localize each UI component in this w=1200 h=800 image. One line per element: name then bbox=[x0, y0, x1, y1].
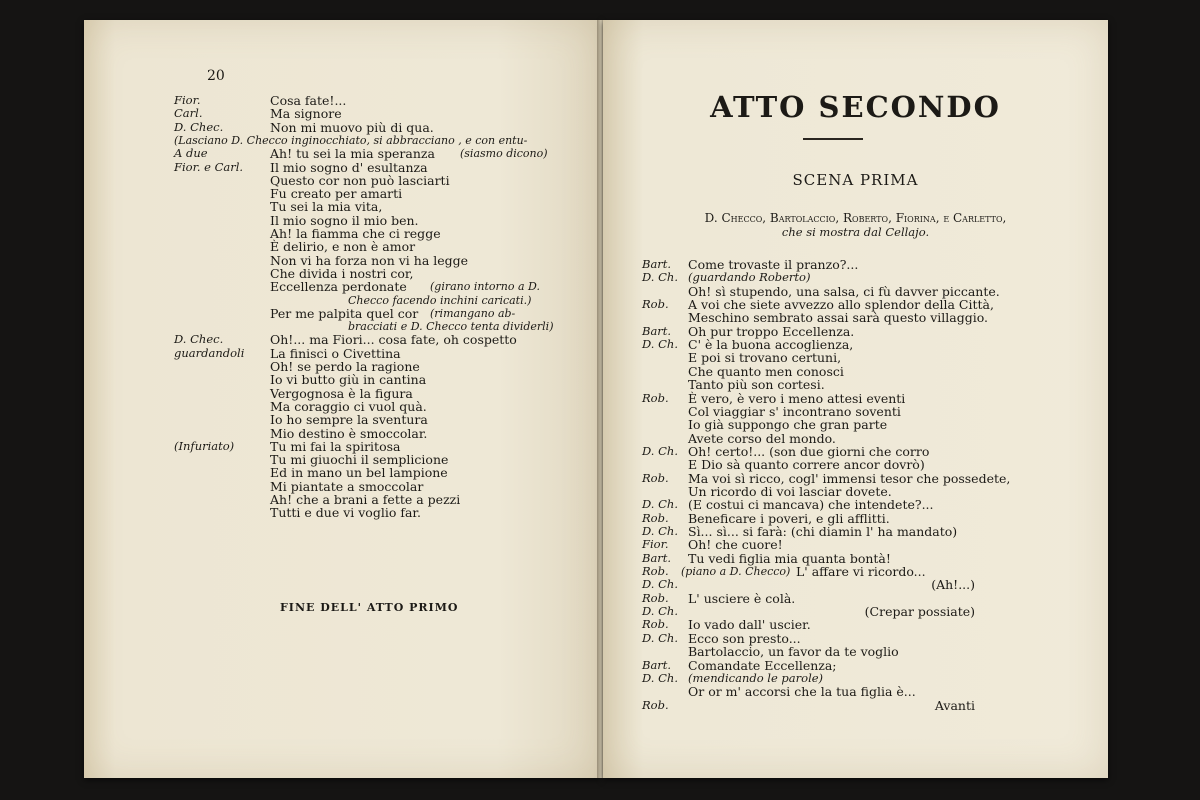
act-end-footer: FINE DELL' ATTO PRIMO bbox=[280, 601, 459, 614]
cast-list: D. Checco, Bartolaccio, Roberto, Fiorina, e Carletto, bbox=[704, 211, 1007, 225]
verse-line: Oh pur troppo Eccellenza. bbox=[688, 323, 855, 339]
verse-line: Ma voi sì ricco, cogl' immensi tesor che possedete, bbox=[688, 470, 1011, 486]
verse-line: Fu creato per amarti bbox=[270, 186, 403, 202]
speaker-label: Rob. bbox=[642, 590, 669, 605]
speaker-label: Bart. bbox=[642, 323, 672, 338]
verse-line: L' affare vi ricordo... bbox=[796, 564, 926, 580]
verse-line: (E costui ci mancava) che intendete?... bbox=[688, 497, 934, 513]
verse-line: Beneficare i poveri, e gli afflitti. bbox=[688, 510, 890, 526]
act-title: ATTO SECONDO bbox=[710, 90, 1001, 124]
stage-direction: (piano a D. Checco) bbox=[681, 565, 791, 579]
speaker-label: Fior. bbox=[642, 537, 669, 552]
verse-line: Avanti bbox=[934, 697, 975, 713]
verse-line: Il mio sogno d' esultanza bbox=[270, 159, 428, 175]
speaker-label: D. Ch. bbox=[642, 443, 678, 458]
verse-line: Vergognosa è la figura bbox=[270, 385, 413, 401]
verse-line: Ecco son presto... bbox=[688, 630, 801, 646]
verse-line: Io ho sempre la sventura bbox=[270, 412, 428, 428]
verse-line: Ah! che a brani a fette a pezzi bbox=[270, 492, 461, 507]
speaker-label: Rob. bbox=[642, 470, 669, 485]
stage-direction: (rimangano ab- bbox=[430, 306, 516, 320]
verse-line: Io vi butto giù in cantina bbox=[270, 372, 427, 388]
verse-line: (Crepar possiate) bbox=[864, 604, 975, 620]
speaker-label: D. Ch. bbox=[642, 670, 678, 685]
stage-direction: (guardando Roberto) bbox=[688, 270, 811, 285]
stage-direction: (mendicando le parole) bbox=[688, 670, 824, 685]
speaker-label: Fior. bbox=[174, 93, 201, 107]
verse-line: E Dio sà quanto correre ancor dovrò) bbox=[688, 457, 925, 473]
speaker-label: Rob. bbox=[642, 510, 669, 525]
page-number: 20 bbox=[207, 68, 225, 84]
verse-line: Bartolaccio, un favor da te voglio bbox=[688, 644, 899, 660]
verse-line: Cosa fate!... bbox=[270, 93, 347, 108]
verse-line: Or or m' accorsi che la tua figlia è... bbox=[688, 684, 916, 700]
verse-line: Sì... sì... si farà: (chi diamin l' ha mandato) bbox=[688, 524, 958, 539]
verse-line: Non vi ha forza non vi ha legge bbox=[270, 252, 469, 268]
speaker-label: (Infuriato) bbox=[174, 438, 235, 453]
verse-line: Tu sei la mia vita, bbox=[270, 199, 383, 215]
speaker-label: D. Ch. bbox=[642, 604, 678, 619]
verse-line: Ed in mano un bel lampione bbox=[270, 465, 448, 481]
verse-line: Che quanto men conosci bbox=[688, 363, 844, 379]
title-rule bbox=[803, 138, 863, 140]
stage-direction: (siasmo dicono) bbox=[460, 147, 548, 161]
verse-line: Il mio sogno il mio ben. bbox=[270, 212, 419, 228]
right-page bbox=[603, 20, 1108, 778]
verse-line: Tu vedi figlia mia quanta bontà! bbox=[688, 550, 891, 566]
speaker-label: Rob. bbox=[642, 297, 669, 312]
verse-line: È delirio, e non è amor bbox=[270, 239, 416, 255]
verse-line: Io già suppongo che gran parte bbox=[688, 417, 888, 433]
verse-line: La finisci o Civettina bbox=[270, 345, 401, 361]
verse-line: Mi piantate a smoccolar bbox=[270, 478, 424, 494]
speaker-label: Rob. bbox=[642, 564, 669, 579]
speaker-label: Bart. bbox=[642, 257, 672, 271]
verse-line: E poi si trovano certuni, bbox=[688, 350, 842, 366]
verse-line: Avete corso del mondo. bbox=[688, 430, 836, 446]
speaker-label: Fior. e Carl. bbox=[174, 159, 244, 174]
verse-line: (Ah!...) bbox=[931, 577, 975, 593]
verse-line: Tanto più son cortesi. bbox=[688, 377, 825, 393]
speaker-label: D. Ch. bbox=[642, 524, 678, 538]
verse-line: Eccellenza perdonate bbox=[270, 279, 407, 295]
verse-line: Ah! la fiamma che ci regge bbox=[270, 226, 441, 241]
verse-line: Mio destino è smoccolar. bbox=[270, 425, 428, 441]
verse-line: Tu mi fai la spiritosa bbox=[270, 438, 401, 454]
stage-direction: (girano intorno a D. bbox=[430, 280, 540, 294]
verse-line: Questo cor non può lasciarti bbox=[270, 172, 450, 188]
verse-line: Col viaggiar s' incontrano soventi bbox=[688, 403, 901, 419]
verse-line: Oh! sì stupendo, una salsa, ci fù davver piccante. bbox=[688, 283, 1000, 299]
verse-line: Ma signore bbox=[270, 106, 342, 122]
verse-line: Oh! che cuore! bbox=[688, 537, 783, 553]
left-page bbox=[84, 20, 600, 778]
scene-title: SCENA PRIMA bbox=[792, 171, 919, 189]
speaker-label: D. Ch. bbox=[642, 630, 678, 645]
verse-line: Non mi muovo più di qua. bbox=[270, 119, 434, 135]
speaker-label: D. Chec. bbox=[174, 119, 224, 134]
verse-line: Ah! tu sei la mia speranza bbox=[270, 146, 435, 162]
verse-line: Tutti e due vi voglio far. bbox=[270, 505, 421, 521]
cast-note: che si mostra dal Cellajo. bbox=[781, 225, 930, 239]
verse-line: Ma coraggio ci vuol quà. bbox=[270, 398, 427, 414]
verse-line: A voi che siete avvezzo allo splendor della Città, bbox=[688, 297, 994, 313]
speaker-label: D. Ch. bbox=[642, 497, 678, 512]
speaker-label: D. Ch. bbox=[642, 270, 678, 285]
verse-line: Comandate Eccellenza; bbox=[688, 657, 837, 673]
verse-line: L' usciere è colà. bbox=[688, 590, 796, 606]
speaker-label: Bart. bbox=[642, 657, 672, 672]
verse-line: Che divida i nostri cor, bbox=[270, 265, 414, 281]
verse-line: Oh!... ma Fiori... cosa fate, oh cospetto bbox=[270, 332, 517, 348]
verse-line: Oh! certo!... (son due giorni che corro bbox=[688, 443, 930, 459]
verse-line: Come trovaste il pranzo?... bbox=[688, 257, 859, 272]
speaker-label: D. Ch. bbox=[642, 337, 678, 352]
verse-line: Per me palpita quel cor bbox=[270, 305, 419, 321]
verse-line: Io vado dall' uscier. bbox=[688, 617, 811, 633]
speaker-label: Rob. bbox=[642, 697, 669, 712]
verse-line: Tu mi giuochi il semplicione bbox=[270, 452, 449, 468]
verse-line: Un ricordo di voi lasciar dovete. bbox=[688, 483, 892, 499]
verse-line: C' è la buona accoglienza, bbox=[688, 337, 854, 353]
stage-direction: (Lasciano D. Checco inginocchiato, si abbracciano , e con entu- bbox=[174, 133, 528, 147]
verse-line: È vero, è vero i meno attesi eventi bbox=[688, 390, 906, 406]
speaker-label: Bart. bbox=[642, 550, 672, 565]
speaker-label: Carl. bbox=[174, 106, 203, 121]
verse-line: Meschino sembrato assai sarà questo villaggio. bbox=[688, 310, 988, 326]
speaker-label: D. Chec. bbox=[174, 332, 224, 347]
speaker-label: guardandoli bbox=[174, 345, 245, 360]
speaker-label: Rob. bbox=[642, 390, 669, 405]
verse-line: Oh! se perdo la ragione bbox=[270, 359, 420, 374]
speaker-label: A due bbox=[174, 146, 208, 161]
stage-direction: Checco facendo inchini caricati.) bbox=[348, 293, 532, 307]
speaker-label: Rob. bbox=[642, 617, 669, 632]
speaker-label: D. Ch. bbox=[642, 577, 678, 592]
stage-direction: bracciati e D. Checco tenta dividerli) bbox=[348, 320, 554, 334]
